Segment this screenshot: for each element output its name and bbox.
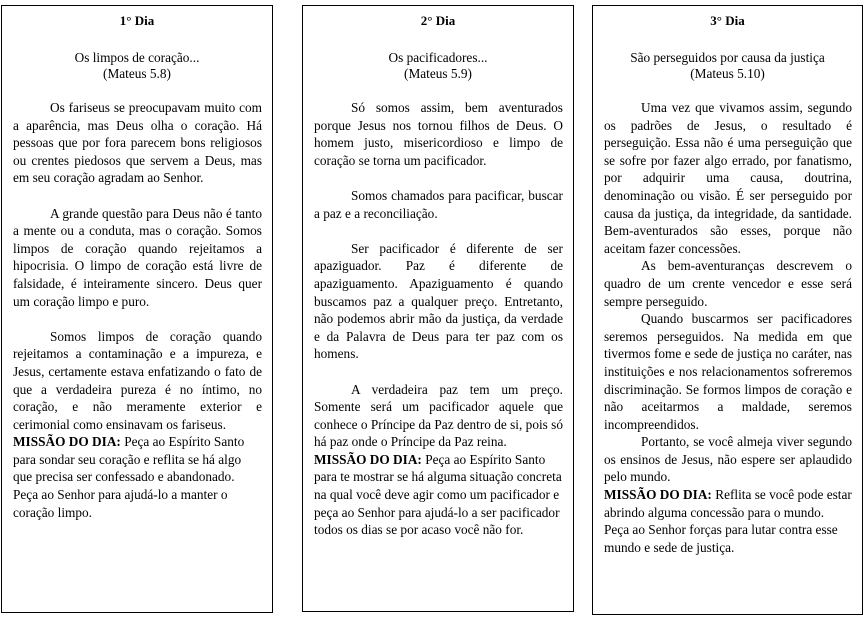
day-title: 2° Dia	[420, 13, 456, 28]
day-text	[604, 99, 852, 556]
daily-mission	[604, 486, 852, 556]
mission-label: MISSÃO DO DIA:	[604, 487, 712, 503]
paragraph: Somos chamados para pacificar, buscar a paz e a reconciliação.	[314, 187, 563, 221]
paragraph: Portanto, se você almeja viver segundo os ensinos de Jesus, não espere ser aplaudido pelo mundo.	[604, 434, 852, 485]
day-title: 3° Dia	[710, 13, 745, 28]
day-3-card	[592, 5, 863, 615]
daily-mission	[13, 433, 262, 521]
beatitude-heading	[2, 50, 272, 82]
mission-text: Peça ao Espírito Santo para sondar seu coração e reflita se há algo que precisa ser confessado e abandonado. Peça ao Senhor para ajudá-lo a manter o coração limpo.	[13, 434, 245, 520]
paragraph: Quando buscarmos ser pacificadores seremos perseguidos. Na medida em que tivermos fome e sede de justiça no caráter, nas instituições e nos relacionamentos sofreremos discriminação. Se formos limpos de coração e não aceitarmos a maldade, seremos incompreendidos.	[604, 311, 852, 432]
day-text	[13, 99, 262, 521]
paragraph: A grande questão para Deus não é tanto a mente ou a conduta, mas o coração. Somos limpos de coração quando rejeitamos a hipocrisia. O limpo de coração está livre de falsidade, é inteiramente sincero. Deus quer um coração limpo e puro.	[13, 205, 262, 309]
paragraph: Só somos assim, bem aventurados porque Jesus nos tornou filhos de Deus. O homem justo, misericordioso e limpo de coração se torna um pacificador.	[314, 100, 563, 168]
day-text	[314, 99, 563, 539]
bible-reference: (Mateus 5.8)	[103, 66, 171, 81]
bible-reference: (Mateus 5.9)	[404, 66, 472, 81]
paragraph: Uma vez que vivamos assim, segundo os padrões de Jesus, o resultado é perseguição. Essa não é uma perseguição que se sofre por fazer algo errado, por fanatismo, por adquirir uma causa, doutrina, denominação ou visão. É ser perseguido por causa da justiça, da integridade, da santidade. Bem-aventurados são esses, porque não aceitam fazer concessões.	[604, 100, 852, 256]
day-2-card	[302, 5, 574, 612]
mission-text: Reflita se você pode estar abrindo alguma concessão para o mundo. Peça ao Senhor forças para lutar contra esse mundo e sede de justiça.	[604, 487, 852, 555]
paragraph: Ser pacificador é diferente de ser apaziguador. Paz é diferente de apaziguamento. Apaziguamento é quando buscamos paz a qualquer preço. Entretanto, não podemos abrir mão da justiça, da verdade e da Palavra de Deus para ter paz com os homens.	[314, 240, 563, 362]
paragraph: Somos limpos de coração quando rejeitamos a contaminação e a impureza, e Jesus, certamente estava enfatizando o fato de que a verdadeira pureza é no íntimo, no coração, e não meramente exterior e cerimonial como ensinavam os fariseus.	[13, 328, 262, 432]
paragraph: Os fariseus se preocupavam muito com a aparência, mas Deus olha o coração. Há pessoas que por fora parecem bons religiosos ou crentes piedosos que servem a Deus, mas em seu coração agradam ao Senhor.	[13, 100, 262, 186]
bible-reference: (Mateus 5.10)	[690, 66, 765, 81]
beatitude-theme: Os limpos de coração...	[74, 50, 200, 65]
mission-label: MISSÃO DO DIA:	[314, 451, 422, 467]
beatitude-theme: Os pacificadores...	[388, 50, 488, 65]
beatitude-heading	[593, 50, 862, 82]
beatitude-heading	[303, 50, 573, 82]
daily-mission	[314, 451, 563, 539]
mission-text: Peça ao Espírito Santo para te mostrar se há alguma situação concreta na qual você deve agir como um pacificador e peça ao Senhor para ajudá-lo a ser pacificador todos os dias se por acaso você não for.	[314, 451, 562, 538]
day-title: 1° Dia	[119, 13, 155, 28]
beatitude-theme: São perseguidos por causa da justiça	[630, 50, 825, 65]
paragraph: As bem-aventuranças descrevem o quadro de um crente vencedor e esse será sempre perseguido.	[604, 258, 852, 309]
paragraph: A verdadeira paz tem um preço. Somente será um pacificador aquele que conhece o Príncipe da Paz dentro de si, pois só há paz onde o Príncipe da Paz reina.	[314, 381, 563, 450]
mission-label: MISSÃO DO DIA:	[13, 434, 121, 450]
day-1-card	[1, 5, 273, 613]
